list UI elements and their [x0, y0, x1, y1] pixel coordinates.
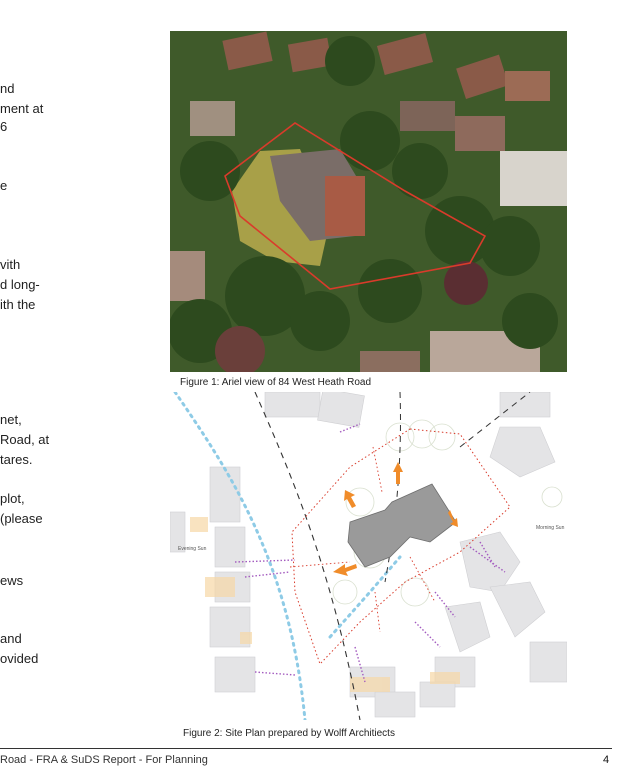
text-fragment: e — [0, 178, 8, 193]
text-fragment: ews — [0, 573, 24, 588]
site-plan-drawing — [170, 392, 567, 720]
morning-sun-label: Morning Sun — [536, 525, 565, 531]
text-fragment: ment at — [0, 101, 44, 116]
text-fragment: Road, at — [0, 432, 50, 447]
text-fragment: net, — [0, 412, 22, 427]
footer-text: Road - FRA & SuDS Report - For Planning — [0, 754, 208, 766]
footer-rule — [0, 748, 612, 749]
text-fragment: d long- — [0, 277, 40, 292]
copper-beech-tree — [444, 261, 488, 305]
text-fragment: plot, — [0, 491, 25, 506]
aerial-photo-illustration — [170, 31, 567, 372]
text-fragment: (please — [0, 511, 43, 526]
aerial-photo — [170, 31, 567, 372]
text-fragment: ith the — [0, 297, 36, 312]
text-fragment: tares. — [0, 452, 33, 467]
text-fragment: vith — [0, 257, 21, 272]
evening-sun-label: Evening Sun — [178, 546, 207, 552]
page-number: 4 — [603, 754, 610, 766]
text-fragment: ovided — [0, 651, 39, 666]
text-fragment: 6 — [0, 119, 8, 134]
text-fragment: nd — [0, 81, 15, 96]
text-fragment: and — [0, 631, 22, 646]
site-plan — [170, 392, 567, 720]
figure1-caption: Figure 1: Ariel view of 84 West Heath Road — [180, 377, 372, 388]
figure2-caption: Figure 2: Site Plan prepared by Wolff Architiects — [183, 728, 395, 739]
